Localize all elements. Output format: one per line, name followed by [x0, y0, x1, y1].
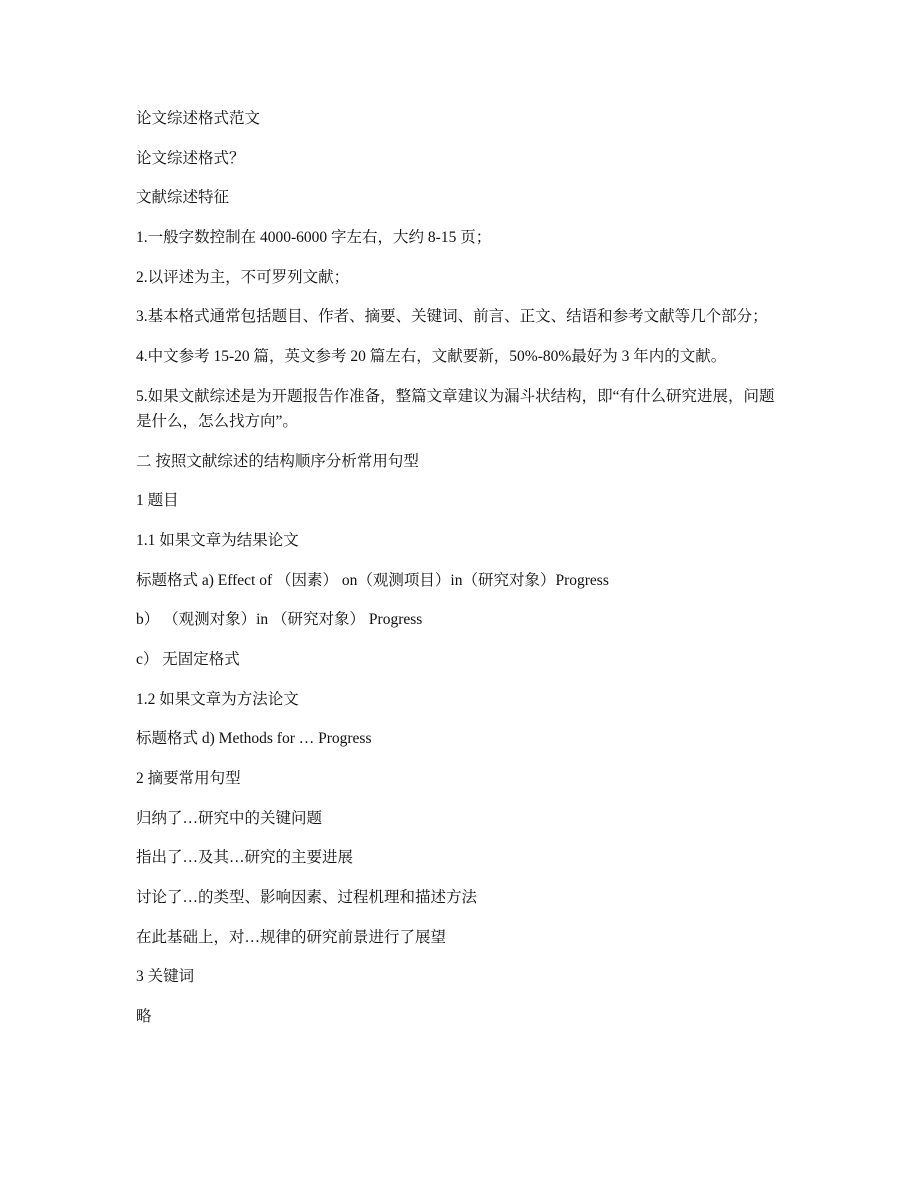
- subsection-keywords: 3 关键词: [136, 968, 195, 986]
- abstract-pattern-2: 指出了…及其…研究的主要进展: [136, 849, 354, 867]
- title-format-b: b） （观测对象）in （研究对象） Progress: [136, 611, 423, 629]
- title-format-d: 标题格式 d) Methods for … Progress: [136, 730, 372, 748]
- subsection-method-paper: 1.2 如果文章为方法论文: [136, 690, 299, 708]
- subsection-abstract: 2 摘要常用句型: [136, 770, 241, 787]
- abstract-pattern-1: 归纳了…研究中的关键问题: [136, 809, 323, 827]
- abstract-pattern-3: 讨论了…的类型、影响因素、过程机理和描述方法: [136, 889, 478, 907]
- section-heading-sentence-patterns: 二 按照文献综述的结构顺序分析常用句型: [136, 452, 419, 470]
- section-heading-features: 文献综述特征: [136, 189, 230, 207]
- feature-item-2: 2.以评述为主，不可罗列文献；: [136, 268, 350, 286]
- keywords-omitted: 略: [136, 1008, 152, 1026]
- title-format-c: c） 无固定格式: [136, 650, 240, 668]
- feature-item-1: 1.一般字数控制在 4000-6000 字左右，大约 8-15 页；: [136, 229, 492, 247]
- doc-title: 论文综述格式范文: [136, 110, 261, 127]
- feature-item-4: 4.中文参考 15-20 篇，英文参考 20 篇左右，文献要新，50%-80%最好为 3 年内的文献。: [136, 348, 727, 366]
- feature-item-3: 3.基本格式通常包括题目、作者、摘要、关键词、前言、正文、结语和参考文献等几个部分；: [136, 308, 768, 326]
- document-body: [136, 106, 784, 1044]
- subsection-result-paper: 1.1 如果文章为结果论文: [136, 531, 299, 549]
- abstract-pattern-4: 在此基础上，对…规律的研究前景进行了展望: [136, 928, 447, 946]
- feature-item-5: 5.如果文献综述是为开题报告作准备，整篇文章建议为漏斗状结构，即“有什么研究进展，问题是什么，怎么找方向”。: [136, 387, 775, 430]
- question-heading: 论文综述格式？: [136, 149, 245, 167]
- subsection-title: 1 题目: [136, 492, 179, 510]
- title-format-a: 标题格式 a) Effect of （因素） on（观测项目）in（研究对象）Progress: [136, 571, 609, 589]
